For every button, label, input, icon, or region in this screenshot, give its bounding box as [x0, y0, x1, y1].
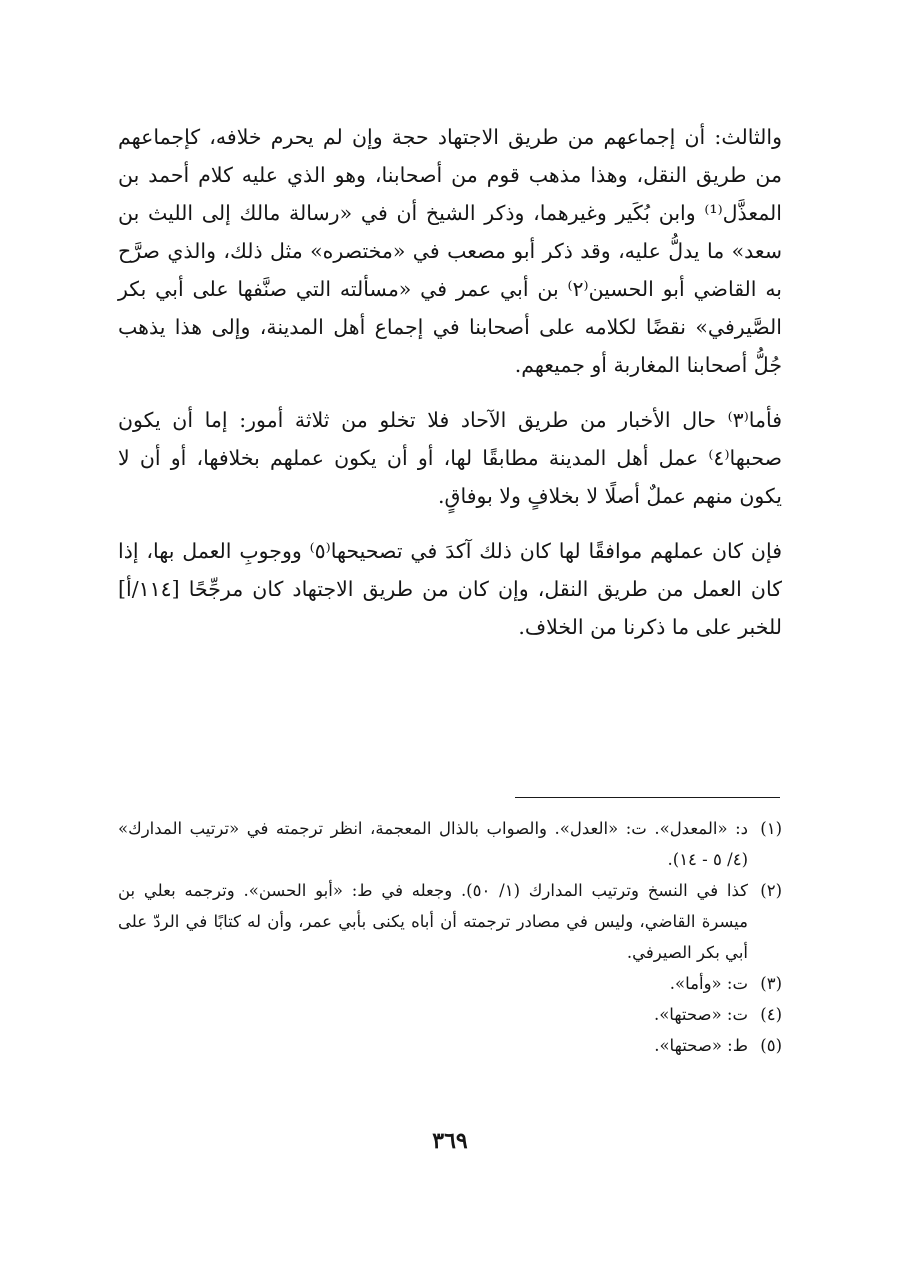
footnote-text: كذا في النسخ وترتيب المدارك (١/ ٥٠). وجعله في ط: «أبو الحسن». وترجمه بعلي بن ميسرة القاضي، وليس في مصادر ترجمته أن أباه يكنى بأبي عمر، وأن له كتابًا في الردّ على أبي بكر الصيرفي.	[118, 881, 748, 962]
paragraph-3: فإن كان عملهم موافقًا لها كان ذلك آكدَ في تصحيحها⁽٥⁾ ووجوبِ العمل بها، إذا كان العمل من طريق النقل، وإن كان من طريق الاجتهاد كان مرجِّحًا [١١٤/أ] للخبر على ما ذكرنا من الخلاف.	[118, 539, 782, 639]
footnotes	[118, 813, 782, 1061]
footnote-number: (٣)	[760, 974, 782, 993]
footnote-text: ط: «صحتها».	[654, 1036, 748, 1055]
footnote-text: ت: «صحتها».	[653, 1005, 748, 1024]
footnote-4	[118, 999, 782, 1030]
footnote-number: (٤)	[760, 1005, 782, 1024]
footnotes-separator	[515, 797, 780, 798]
footnote-number: (١)	[760, 819, 782, 838]
footnote-5	[118, 1030, 782, 1061]
footnote-number: (٥)	[760, 1036, 782, 1055]
footnote-3	[118, 968, 782, 999]
main-text	[118, 118, 782, 663]
page-number: ٣٦٩	[432, 1128, 468, 1154]
footnote-text: ت: «وأما».	[669, 974, 748, 993]
footnote-1	[118, 813, 782, 875]
footnote-number: (٢)	[760, 881, 782, 900]
footnote-text: د: «المعدل». ت: «العدل». والصواب بالذال المعجمة، انظر ترجمته في «ترتيب المدارك» (٤/ ٥ - ١٤).	[118, 819, 748, 869]
paragraph-2: فأما⁽٣⁾ حال الأخبار من طريق الآحاد فلا تخلو من ثلاثة أمور: إما أن يكون صحبها⁽٤⁾ عمل أهل المدينة مطابقًا لها، أو أن يكون عملهم بخلافها، أو أن لا يكون منهم عملٌ أصلًا لا بخلافٍ ولا بوفاقٍ.	[118, 408, 782, 508]
paragraph-1: والثالث: أن إجماعهم من طريق الاجتهاد حجة وإن لم يحرم خلافه، كإجماعهم من طريق النقل، وهذا مذهب قوم من أصحابنا، وهو الذي عليه كلام أحمد بن المعذَّل⁽¹⁾ وابن بُكَير وغيرهما، وذكر الشيخ أن في «رسالة مالك إلى الليث بن سعد» ما يدلُّ عليه، وقد ذكر أبو مصعب في «مختصره» مثل ذلك، والذي صرَّح به القاضي أبو الحسين⁽٢⁾ بن أبي عمر في «مسألته التي صنَّفها على أبي بكر الصَّيرفي» نقضًا لكلامه على أصحابنا في إجماع أهل المدينة، وإلى هذا يذهب جُلُّ أصحابنا المغاربة أو جميعهم.	[118, 125, 783, 377]
footnote-2	[118, 875, 782, 968]
